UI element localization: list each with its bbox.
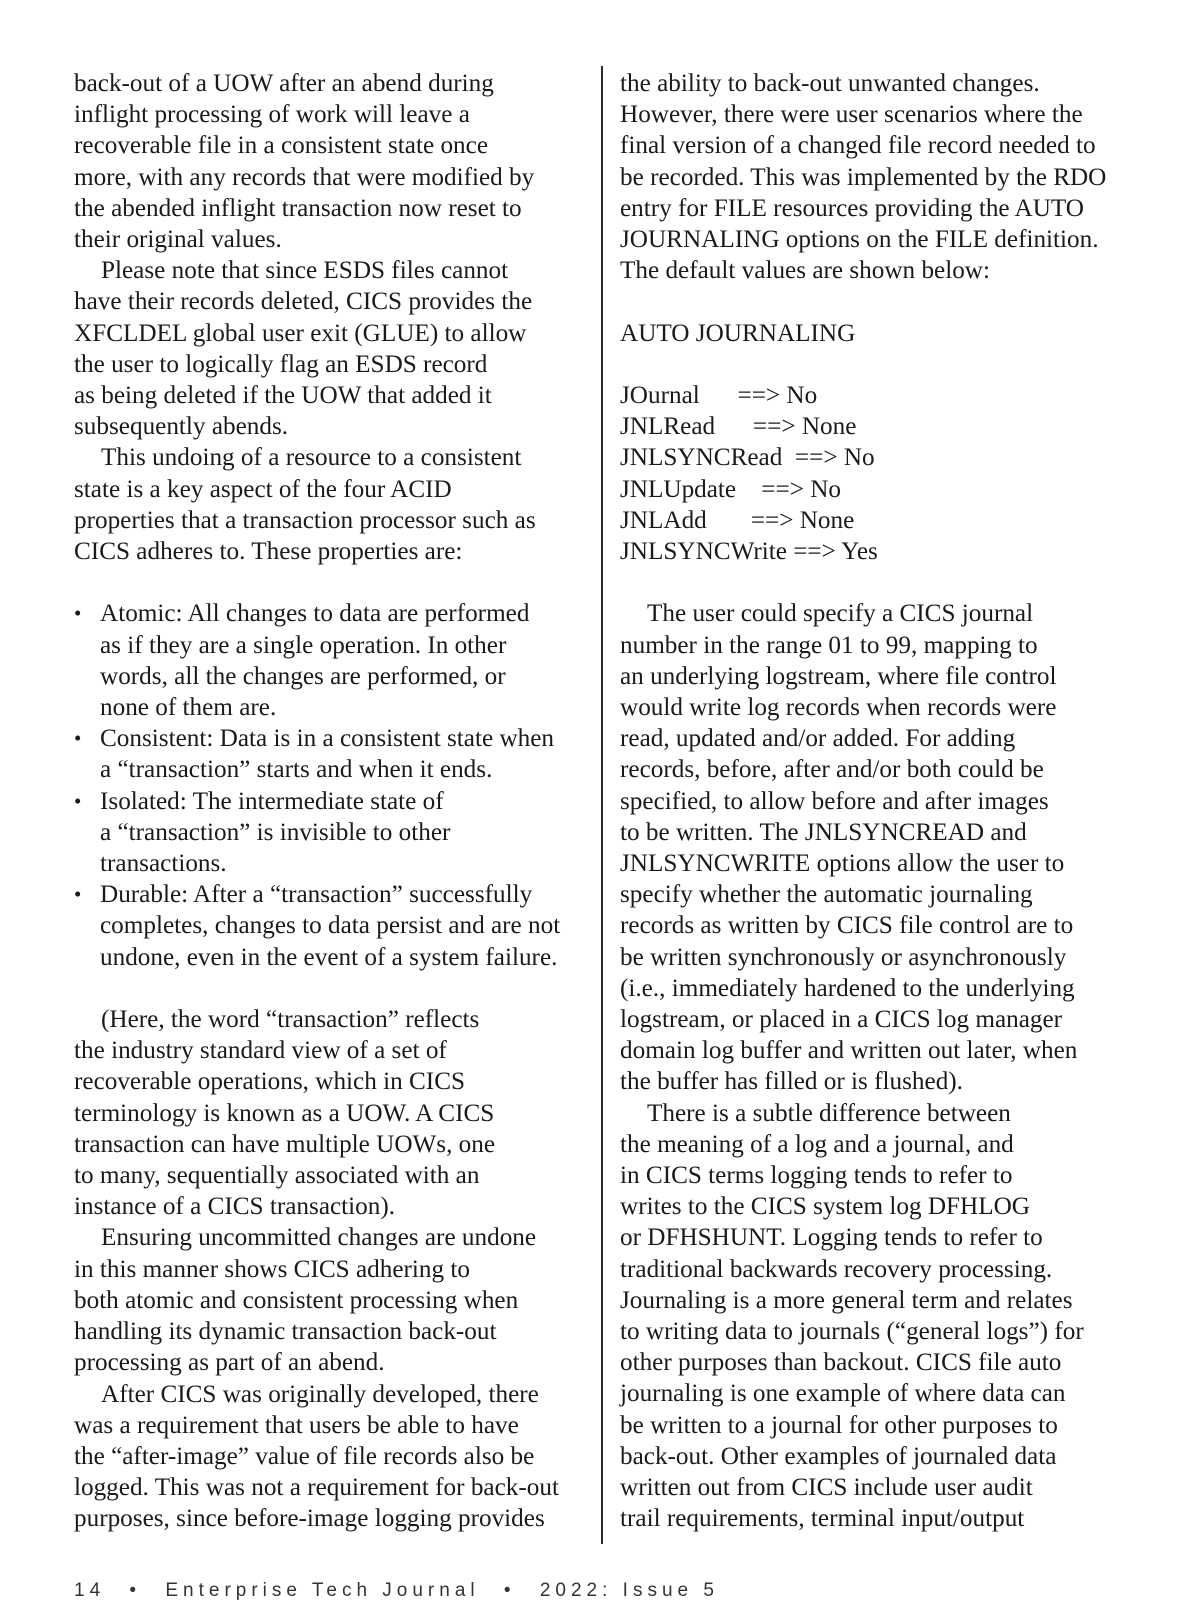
text-line: writes to the CICS system log DFHLOG	[620, 1193, 1030, 1221]
text-line: properties that a transaction processor such as	[74, 506, 536, 534]
bullet-item-durable	[74, 879, 574, 973]
text-line: specify whether the automatic journaling	[620, 881, 1033, 909]
text-line: in CICS terms logging tends to refer to	[620, 1162, 1013, 1190]
issue-label: 2022: Issue 5	[539, 1580, 719, 1601]
paragraph	[620, 1098, 1140, 1535]
text-line: After CICS was originally developed, there	[101, 1380, 539, 1408]
text-line: other purposes than backout. CICS file auto	[620, 1349, 1062, 1377]
text-line: Please note that since ESDS files cannot	[101, 257, 509, 285]
text-line: However, there were user scenarios where the	[620, 101, 1083, 129]
text-line: to be written. The JNLSYNCREAD and	[620, 818, 1027, 846]
text-line: undone, even in the event of a system failure.	[100, 943, 558, 971]
text-line: records as written by CICS file control are to	[620, 912, 1074, 940]
paragraph	[74, 1379, 574, 1535]
bullet-item-atomic	[74, 598, 574, 723]
text-line: written out from CICS include user audit	[620, 1474, 1033, 1502]
text-line: to many, sequentially associated with an	[74, 1162, 480, 1190]
text-line: logged. This was not a requirement for back-out	[74, 1474, 559, 1502]
text-line: This undoing of a resource to a consistent	[101, 444, 522, 472]
text-line: as being deleted if the UOW that added it	[74, 382, 492, 410]
text-line: have their records deleted, CICS provides the	[74, 288, 533, 316]
text-line: the abended inflight transaction now reset to	[74, 194, 522, 222]
text-line: journaling is one example of where data can	[620, 1380, 1066, 1408]
journal-option: JNLRead ==> None	[620, 413, 857, 441]
paragraph	[74, 1004, 574, 1222]
text-line: words, all the changes are performed, or	[100, 662, 506, 690]
text-line: records, before, after and/or both could be	[620, 756, 1044, 784]
page-number: 14	[74, 1580, 106, 1601]
right-column	[620, 68, 1140, 1535]
text-line: JNLSYNCWRITE options allow the user to	[620, 850, 1065, 878]
text-line: (Here, the word “transaction” reflects	[101, 1006, 480, 1034]
text-line: the meaning of a log and a journal, and	[620, 1130, 1014, 1158]
text-line: The user could specify a CICS journal	[647, 600, 1034, 628]
text-line: a “transaction” is invisible to other	[100, 818, 451, 846]
text-line: CICS adheres to. These properties are:	[74, 538, 463, 566]
text-line: read, updated and/or added. For adding	[620, 725, 1016, 753]
text-line: or DFHSHUNT. Logging tends to refer to	[620, 1224, 1043, 1252]
spacer	[620, 567, 1140, 598]
paragraph	[74, 255, 574, 442]
journal-option: JNLAdd ==> None	[620, 506, 855, 534]
bullet-item-consistent	[74, 723, 574, 785]
text-line: • Atomic: All changes to data are performed	[100, 600, 530, 628]
text-line: their original values.	[74, 226, 282, 254]
text-line: both atomic and consistent processing when	[74, 1286, 519, 1314]
column-divider	[601, 66, 603, 1544]
text-line: The default values are shown below:	[620, 257, 990, 285]
journal-option: JNLUpdate ==> No	[620, 475, 841, 503]
text-line: XFCLDEL global user exit (GLUE) to allow	[74, 319, 527, 347]
text-line: instance of a CICS transaction).	[74, 1193, 396, 1221]
spacer	[74, 973, 574, 1004]
text-line: Ensuring uncommitted changes are undone	[101, 1224, 537, 1252]
text-line: • Durable: After a “transaction” successfully	[100, 881, 533, 909]
text-line: processing as part of an abend.	[74, 1349, 385, 1377]
bullet-item-isolated	[74, 786, 574, 880]
acid-bullet-list	[74, 598, 574, 972]
text-line: the “after-image” value of file records also be	[74, 1442, 535, 1470]
text-line: none of them are.	[100, 694, 277, 722]
left-column	[74, 68, 574, 1535]
text-line: (i.e., immediately hardened to the underlying	[620, 974, 1075, 1002]
paragraph	[620, 598, 1140, 1097]
text-line: logstream, or placed in a CICS log manager	[620, 1006, 1063, 1034]
text-line: • Isolated: The intermediate state of	[100, 787, 444, 815]
text-line: in this manner shows CICS adhering to	[74, 1255, 470, 1283]
text-line: the user to logically flag an ESDS record	[74, 350, 488, 378]
text-line: back-out of a UOW after an abend during	[74, 70, 494, 97]
paragraph	[620, 68, 1140, 286]
text-line: be written synchronously or asynchronously	[620, 943, 1067, 971]
text-line: number in the range 01 to 99, mapping to	[620, 631, 1038, 659]
bullet-separator-icon: •	[129, 1580, 142, 1601]
spacer	[74, 567, 574, 598]
text-line: entry for FILE resources providing the AUTO	[620, 194, 1085, 222]
text-line: There is a subtle difference between	[647, 1099, 1011, 1127]
text-line: as if they are a single operation. In other	[100, 631, 507, 659]
text-line: Journaling is a more general term and relates	[620, 1286, 1073, 1314]
paragraph	[74, 1222, 574, 1378]
journal-options-list	[620, 380, 1140, 567]
journal-option: JNLSYNCWrite ==> Yes	[620, 538, 878, 566]
text-line: JOURNALING options on the FILE definition.	[620, 226, 1099, 254]
text-line: back-out. Other examples of journaled data	[620, 1442, 1057, 1470]
auto-journaling-heading: AUTO JOURNALING	[620, 319, 856, 347]
text-line: completes, changes to data persist and are not	[100, 912, 561, 940]
text-line: the buffer has filled or is flushed).	[620, 1068, 963, 1096]
publication-name: Enterprise Tech Journal	[165, 1580, 480, 1601]
text-line: an underlying logstream, where file control	[620, 662, 1057, 690]
text-line: traditional backwards recovery processing.	[620, 1255, 1053, 1283]
text-line: be recorded. This was implemented by the RDO	[620, 163, 1107, 191]
text-line: specified, to allow before and after images	[620, 787, 1049, 815]
text-line: be written to a journal for other purposes to	[620, 1411, 1058, 1439]
text-line: more, with any records that were modified by	[74, 163, 535, 191]
text-line: transaction can have multiple UOWs, one	[74, 1130, 496, 1158]
text-line: inflight processing of work will leave a	[74, 101, 470, 129]
text-line: • Consistent: Data is in a consistent state when	[100, 725, 555, 753]
text-line: to writing data to journals (“general logs”) for	[620, 1318, 1084, 1346]
text-line: final version of a changed file record needed to	[620, 132, 1096, 160]
page-footer	[74, 1580, 719, 1602]
text-line: state is a key aspect of the four ACID	[74, 475, 452, 503]
text-line: the industry standard view of a set of	[74, 1037, 447, 1065]
text-line: domain log buffer and written out later, when	[620, 1037, 1078, 1065]
text-line: subsequently abends.	[74, 413, 289, 441]
text-line: transactions.	[100, 850, 227, 878]
text-line: recoverable file in a consistent state once	[74, 132, 489, 160]
bullet-separator-icon: •	[503, 1580, 516, 1601]
journal-option: JNLSYNCRead ==> No	[620, 444, 875, 472]
text-line: purposes, since before-image logging provides	[74, 1505, 545, 1533]
paragraph	[74, 68, 574, 255]
text-line: was a requirement that users be able to have	[74, 1411, 519, 1439]
text-line: trail requirements, terminal input/output	[620, 1505, 1025, 1533]
journal-option: JOurnal ==> No	[620, 382, 818, 409]
text-line: terminology is known as a UOW. A CICS	[74, 1099, 495, 1127]
text-line: recoverable operations, which in CICS	[74, 1068, 465, 1096]
text-line: the ability to back-out unwanted changes.	[620, 70, 1040, 97]
text-line: handling its dynamic transaction back-out	[74, 1318, 497, 1346]
text-line: would write log records when records were	[620, 694, 1057, 722]
spacer	[620, 286, 1140, 317]
paragraph	[74, 442, 574, 567]
text-line: a “transaction” starts and when it ends.	[100, 756, 493, 784]
spacer	[620, 349, 1140, 380]
